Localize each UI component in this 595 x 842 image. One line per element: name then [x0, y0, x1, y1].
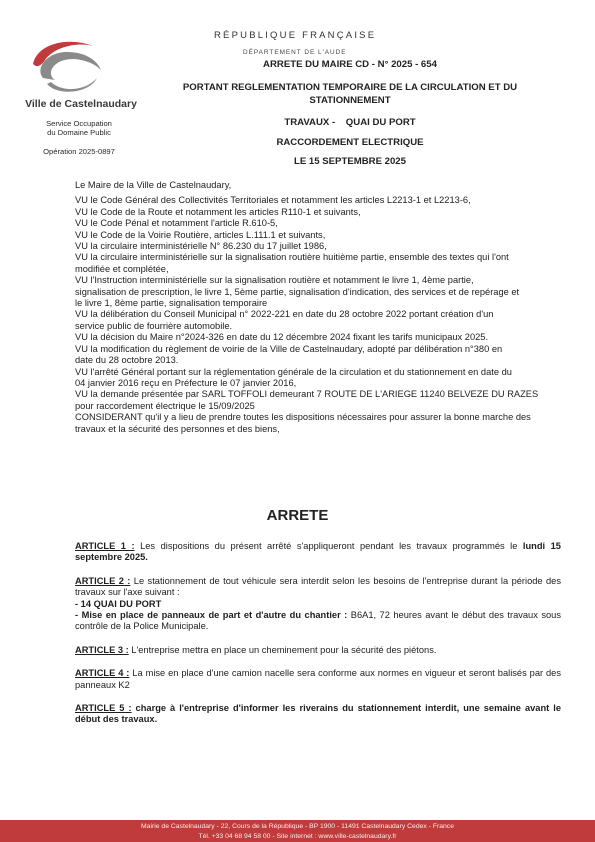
preamble-line: VU la décision du Maire n°2024-326 en date du 12 décembre 2024 fixant les tarifs municipaux 2025.: [75, 332, 489, 343]
preamble-line: VU le Code Pénal et notamment l'article R.610-5,: [75, 218, 278, 229]
footer-contact: Tél. +33 04 68 94 58 00 - Site internet : www.ville-castelnaudary.fr: [198, 832, 397, 840]
article-4: [75, 668, 561, 691]
article-4-label: ARTICLE 4 :: [75, 668, 130, 679]
arrete-title: ARRETE: [266, 507, 329, 524]
preamble-line: VU le Code Général des Collectivités Territoriales et notamment les articles L2213-1 et L2213-6,: [75, 195, 471, 206]
subject-line-2: STATIONNEMENT: [309, 95, 391, 106]
service-label: [30, 119, 128, 138]
article-2-item-1: - 14 QUAI DU PORT: [75, 598, 162, 609]
arrete-date: LE 15 SEPTEMBRE 2025: [294, 156, 406, 167]
subject-line-1: PORTANT REGLEMENTATION TEMPORAIRE DE LA CIRCULATION ET DU: [182, 82, 518, 93]
article-2-item-2-bold: - Mise en place de panneaux de part et d'autre du chantier :: [75, 610, 348, 621]
raccordement-label: RACCORDEMENT ELECTRIQUE: [276, 137, 424, 148]
preamble-line: VU l'Instruction interministérielle sur la signalisation routière et notamment le livre 1, 4ème partie,: [75, 275, 474, 286]
preamble-line: signalisation de prescription, le livre 1, 5ème partie, signalisation d'indication, des services et de repérage et: [75, 286, 520, 297]
logo-grey-arc: [47, 78, 97, 92]
footer: [0, 820, 595, 842]
republique-francaise: RÉPUBLIQUE FRANÇAISE: [214, 30, 377, 41]
service-line-1: Service Occupation: [46, 119, 112, 128]
article-1-text: Les dispositions du présent arrêté s'appliqueront pendant les travaux programmés le: [134, 541, 523, 551]
preamble-line: 04 janvier 2016 reçu en Préfecture le 07 janvier 2016,: [75, 377, 297, 388]
article-1-date: lundi 15 septembre 2025.: [75, 541, 561, 563]
article-2-label: ARTICLE 2 :: [75, 575, 131, 586]
preamble-line: VU la demande présentée par SARL TOFFOLI demeurant 7 ROUTE DE L'ARIEGE 11240 BELVEZE DU RAZES: [75, 389, 539, 400]
preamble-line: travaux et la sécurité des personnes et des biens,: [75, 423, 280, 434]
article-4-text: La mise en place d'une camion nacelle sera conforme aux normes en vigueur et seront balisés par des panneaux K2: [75, 668, 561, 690]
article-5-text: charge à l'entreprise d'informer les riverains du stationnement interdit, une semaine avant le début des travaux.: [75, 703, 562, 725]
articles: [75, 541, 561, 726]
service-line-2: du Domaine Public: [47, 128, 111, 138]
preamble-line: Le Maire de la Ville de Castelnaudary,: [75, 180, 232, 190]
preamble-line: service public de fourrière automobile.: [75, 320, 233, 331]
article-2: [75, 576, 561, 599]
article-2-item-2: [75, 610, 561, 633]
preamble-line: VU la circulaire interministérielle N° 86.230 du 17 juillet 1986,: [75, 241, 327, 252]
preamble-line: date du 28 octobre 2013.: [75, 355, 179, 366]
article-3: [75, 645, 561, 656]
preamble-line: CONSIDERANT qu'il y a lieu de prendre toutes les dispositions nécessaires pour assurer la bonne marche des: [75, 412, 531, 423]
preamble-line: modifiée et complétée,: [75, 263, 169, 274]
preamble-line: VU la circulaire interministérielle sur la signalisation routière huitième partie, ensemble des textes qui l'ont: [75, 252, 509, 263]
departement-label: DÉPARTEMENT DE L'AUDE: [243, 49, 347, 56]
preamble: [75, 180, 561, 435]
article-2-item-2-text: B6A1, 72 heures avant le début des travaux sous contrôle de la Police Municipale.: [75, 610, 561, 632]
preamble-line: VU la délibération du Conseil Municipal n° 2022-221 en date du 28 octobre 2022 portant création d'un: [75, 309, 494, 320]
preamble-line: VU le Code de la Voirie Routière, articles L.111.1 et suivants,: [75, 229, 326, 240]
article-1: [75, 541, 561, 564]
preamble-line: pour raccordement électrique le 15/09/2025: [75, 400, 255, 411]
logo-grey-swoosh: [40, 52, 101, 80]
preamble-line: le livre 1, 8ème partie, signalisation temporaire: [75, 298, 268, 309]
article-3-label: ARTICLE 3 :: [75, 644, 129, 655]
article-5-label: ARTICLE 5 :: [75, 703, 132, 714]
arrete-number: ARRETE DU MAIRE CD - N° 2025 - 654: [263, 59, 437, 70]
footer-address: Mairie de Castelnaudary - 22, Cours de la République - BP 1900 - 11491 Castelnaudary Cedex - France: [141, 823, 454, 830]
article-5: [75, 703, 561, 726]
preamble-line: VU la modification du règlement de voirie de la Ville de Castelnaudary, adopté par délibération n°380 en: [75, 343, 503, 354]
city-logo: [27, 34, 105, 98]
article-3-text: L'entreprise mettra en place un cheminement pour la sécurité des piétons.: [128, 644, 437, 655]
preamble-line: VU l'arrêté Général portant sur la réglementation générale de la circulation et du stationnement en date du: [75, 366, 512, 377]
travaux-location: TRAVAUX - QUAI DU PORT: [284, 117, 416, 128]
preamble-line: VU le Code de la Route et notamment les articles R110-1 et suivants,: [75, 206, 361, 217]
article-1-label: ARTICLE 1 :: [75, 541, 135, 551]
operation-number: Opération 2025-0897: [43, 147, 115, 156]
article-2-text: Le stationnement de tout véhicule sera interdit selon les besoins de l'entreprise durant la période des travaux sur l'axe suivant :: [75, 575, 562, 598]
city-name: Ville de Castelnaudary: [25, 98, 137, 110]
